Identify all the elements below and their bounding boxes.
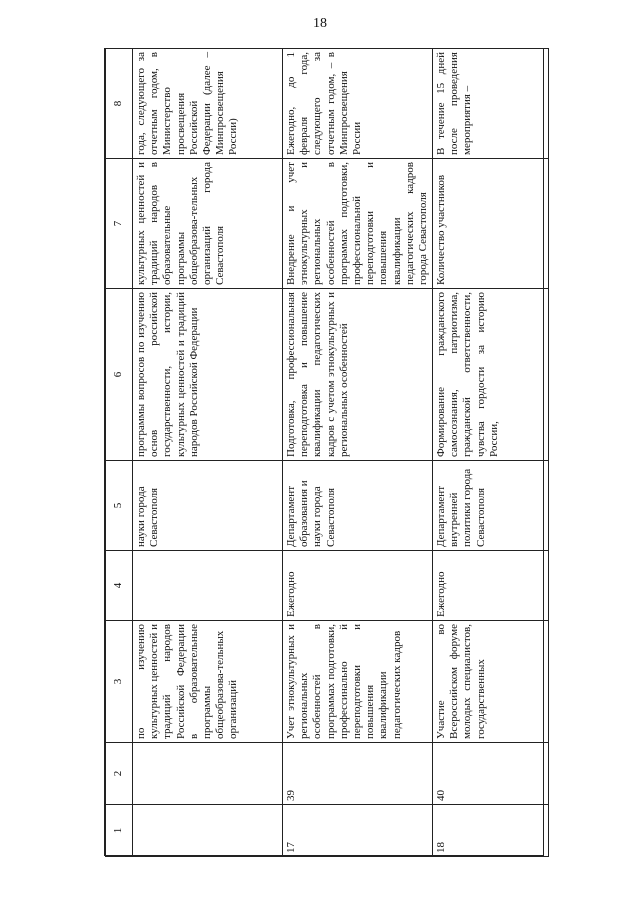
deadline <box>133 551 283 621</box>
header-col-1: 1 <box>106 805 133 857</box>
item-number: 39 <box>283 743 433 805</box>
item-number <box>133 743 283 805</box>
report-form: Ежегодно, до 1 февраля года, следующего за отчетным годом, – в Минпросвещения России <box>283 49 433 159</box>
table-row <box>283 49 433 857</box>
deadline: Ежегодно <box>283 551 433 621</box>
header-col-5: 5 <box>106 461 133 551</box>
table-frame <box>104 48 544 856</box>
row-index: 18 <box>433 805 549 857</box>
header-col-8: 8 <box>106 49 133 159</box>
rotated-table <box>105 49 545 857</box>
page-number: 18 <box>313 16 327 31</box>
row-index: 17 <box>283 805 433 857</box>
expected-result: Формирование гражданского самосознания, патриотизма, гражданской ответственности, чувства гордости за историю России, <box>433 289 549 461</box>
expected-result: Подготовка, профессиональная переподготовка и повышение квалификации педагогических кадров с учетом этнокультурных и региональных особенностей <box>283 289 433 461</box>
item-number: 40 <box>433 743 549 805</box>
table-row <box>133 49 283 857</box>
indicator: Количество участников <box>433 159 549 289</box>
row-index <box>133 805 283 857</box>
report-form: В течение 15 дней после проведения мероприятия – <box>433 49 549 159</box>
measures-table <box>105 48 549 857</box>
indicator: культурных ценностей и традиций народов в образовательные программы общеобразова-тельных организаций города Севастополя <box>133 159 283 289</box>
measure-name: Участие во Всероссийском форуме молодых специалистов, государственных <box>433 621 549 743</box>
table-row <box>433 49 549 857</box>
report-form: года, следующего за отчетным годом, в Министерство просвещения Российской Федерации (далее – Минпросвещения России) <box>133 49 283 159</box>
header-col-6: 6 <box>106 289 133 461</box>
responsible-executor: науки города Севастополя <box>133 461 283 551</box>
header-col-3: 3 <box>106 621 133 743</box>
header-col-4: 4 <box>106 551 133 621</box>
header-col-7: 7 <box>106 159 133 289</box>
measure-name: по изучению культурных ценностей и традиций народов Российской Федерации в образовательные программы общеобразова-тельных организаций <box>133 621 283 743</box>
header-row <box>106 49 133 857</box>
responsible-executor: Департамент внутренней политики города Севастополя <box>433 461 549 551</box>
measure-name: Учет этнокультурных и региональных особенностей в программах подготовки, профессинально й переподготовки и повышения квалификации педагогических кадров <box>283 621 433 743</box>
header-col-2: 2 <box>106 743 133 805</box>
responsible-executor: Департамент образования и науки города Севастополя <box>283 461 433 551</box>
indicator: Внедрение и учет этнокультурных и региональных особенностей в программах подготовки, профессиональной переподготовки и повышения квалификации педагогических кадров города Севастополя <box>283 159 433 289</box>
deadline: Ежегодно <box>433 551 549 621</box>
expected-result: программы вопросов по изучению основ российской государственности, истории, культурных ценностей и традиций народов Российской Федерации <box>133 289 283 461</box>
